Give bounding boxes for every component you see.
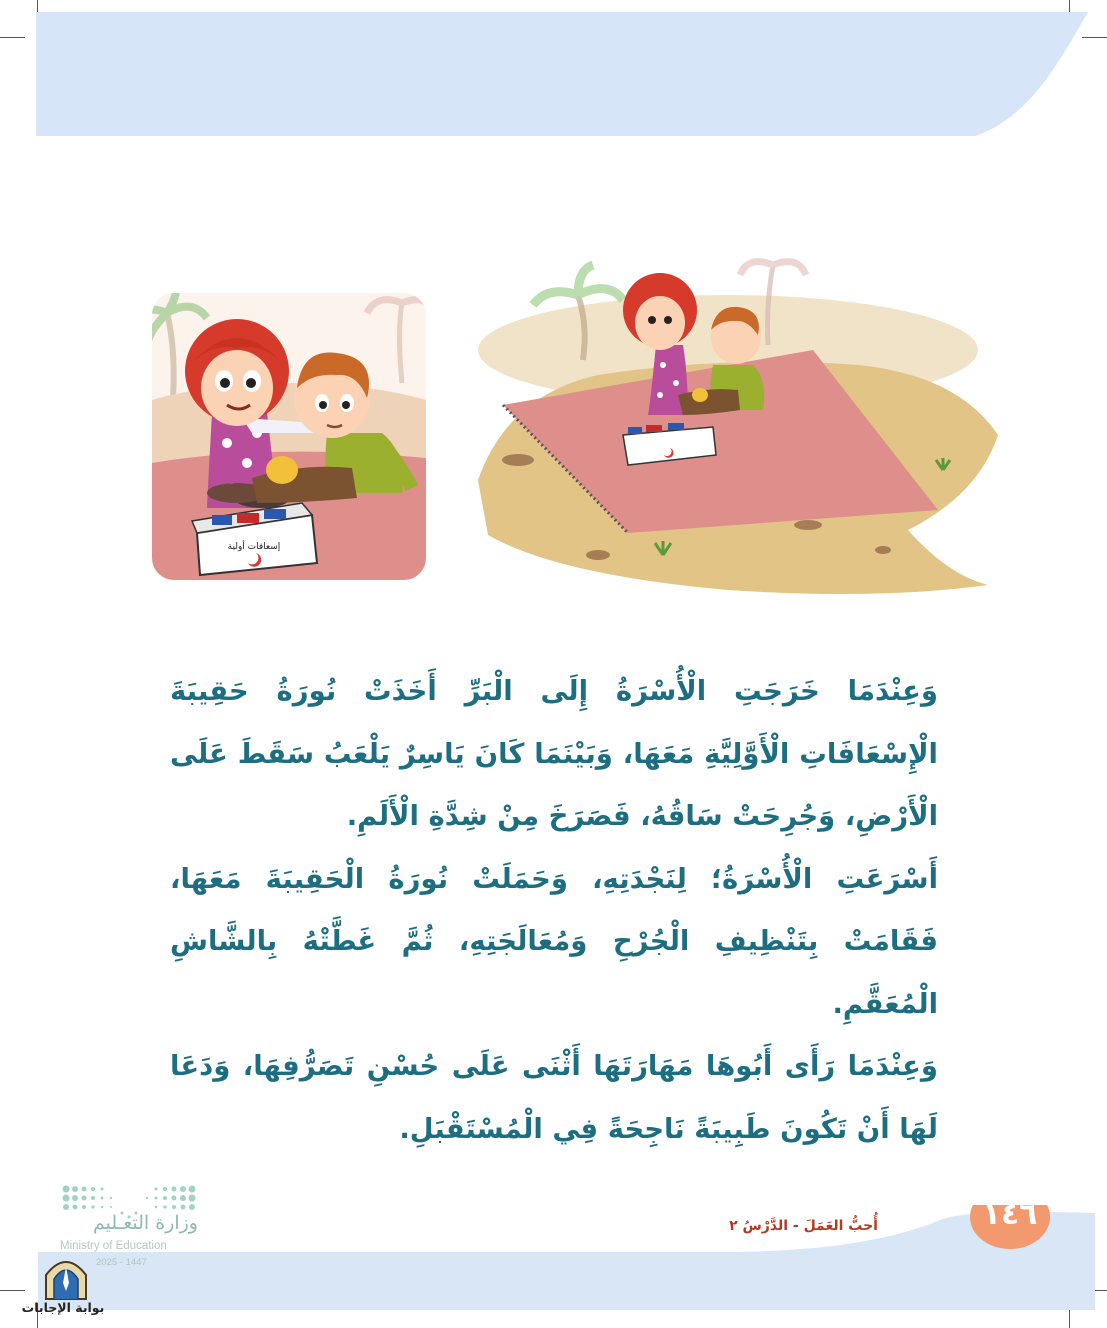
story-paragraph: أَسْرَعَتِ الْأُسْرَةُ؛ لِنَجْدَتِهِ، وَحَمَلَتْ نُورَةُ الْحَقِيبَةَ مَعَهَا، فَقَامَتْ بِتَنْظِيفِ الْجُرْحِ وَمُعَالَجَتِهِ، ثُمَّ غَطَّتْهُ بِالشَّاشِ الْمُعَقَّمِ. bbox=[170, 862, 938, 1020]
ministry-name-ar: وزارة التعـليم bbox=[92, 1212, 198, 1234]
mosque-dome-icon bbox=[40, 1253, 92, 1301]
header-banner bbox=[0, 0, 1107, 140]
watermark-site-name: بوابة الإجابات bbox=[21, 1300, 105, 1315]
closeup-illustration bbox=[152, 293, 426, 580]
ministry-name-en: Ministry of Education bbox=[60, 1240, 167, 1252]
story-paragraph: وَعِنْدَمَا رَأَى أَبُوهَا مَهَارَتَهَا أَثْنَى عَلَى حُسْنِ تَصَرُّفِهَا، وَدَعَا لَهَا أَنْ تَكُونَ طَبِيبَةً نَاجِحَةً فِي الْمُسْتَقْبَلِ. bbox=[170, 1050, 938, 1145]
desert-scene-illustration bbox=[478, 255, 1006, 600]
page-number: ١٤٦ bbox=[982, 1197, 1038, 1232]
edition-year: 2025 - 1447 bbox=[96, 1257, 147, 1268]
svg-text:إسعافات أولية: إسعافات أولية bbox=[227, 542, 281, 552]
story-text bbox=[170, 660, 938, 1160]
lesson-caption: أُحبُّ العَمَلَ - الدَّرْسُ ٢ bbox=[729, 1218, 878, 1234]
story-paragraph: وَعِنْدَمَا خَرَجَتِ الْأُسْرَةُ إِلَى الْبَرِّ أَخَذَتْ نُورَةُ حَقِيبَةَ الْإِسْعَافَاتِ الْأَوَّلِيَّةِ مَعَهَا، وَبَيْنَمَا كَانَ يَاسِرٌ يَلْعَبُ سَقَطَ عَلَى الْأَرْضِ، وَجُرِحَتْ سَاقُهُ، فَصَرَخَ مِنْ شِدَّةِ الْأَلَمِ. bbox=[170, 675, 938, 832]
